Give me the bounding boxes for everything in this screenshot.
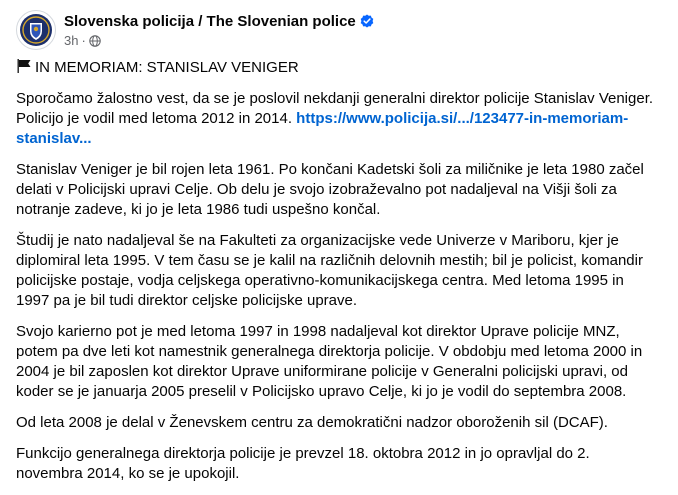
- page-avatar[interactable]: [16, 10, 56, 50]
- page-name-row: [64, 12, 374, 31]
- post-paragraph-1: [16, 89, 656, 149]
- post-title: [16, 58, 656, 80]
- meta-separator: ·: [81, 32, 86, 48]
- globe-icon[interactable]: [89, 35, 101, 47]
- post-body: [16, 58, 656, 495]
- police-badge-icon: [19, 13, 53, 47]
- post-paragraph-4: Svojo karierno pot je med letoma 1997 in 1998 nadaljeval kot direktor Uprave policije MNZ, potem pa dve leti kot namestnik generalnega direktorja policije. V obdobju med letoma 2000 in 2004 je bil zaposlen kot direktor Uprave uniformirane policije v Generalni policijski upravi, od koder se je januarja 2005 preselil v Policijsko upravo Celje, ki jo je vodil do septembra 2008.: [16, 323, 643, 400]
- post-subtitle: [64, 33, 374, 49]
- post-header: [16, 8, 374, 52]
- post-paragraph-2: Stanislav Veniger je bil rojen leta 1961. Po končani Kadetski šoli za miličnike je leta 1980 začel delati v Policijski upravi Celje. Ob delu je svojo izobraževalno pot nadaljeval na Višji šoli za notranje zadeve, ki jo je leta 1986 tudi uspešno končal.: [16, 161, 644, 218]
- post-paragraph-5: Od leta 2008 je delal v Ženevskem centru za demokratični nadzor oboroženih sil (DCAF).: [16, 414, 608, 431]
- post-paragraph-6: Funkcijo generalnega direktorja policije je prevzel 18. oktobra 2012 in jo opravljal do 2. novembra 2014, ko se je upokojil.: [16, 445, 590, 482]
- black-flag-icon: [16, 58, 32, 80]
- post-paragraph-1-text: Sporočamo žalostno vest, da se je poslovil nekdanji generalni direktor policije Stanislav Veniger. Policijo je vodil med letoma 2012 in 2014.: [16, 90, 654, 127]
- post-title-text: IN MEMORIAM: STANISLAV VENIGER: [35, 59, 299, 76]
- article-link[interactable]: https://www.policija.si/.../123477-in-memoriam-stanislav...: [16, 110, 629, 147]
- post-paragraph-3: Študij je nato nadaljeval še na Fakulteti za organizacijske vede Univerze v Mariboru, kjer je diplomiral leta 1995. V tem času se je kalil na različnih delovnih mestih; bil je policist, komandir policijske postaje, vodja celjskega operativno-komunikacijskega centra. Med letoma 1995 in 1997 pa je bil tudi direktor celjske policijske uprave.: [16, 232, 643, 309]
- verified-badge-icon: [360, 14, 374, 28]
- page-name-link[interactable]: Slovenska policija / The Slovenian police: [64, 12, 356, 30]
- post-meta: [64, 12, 374, 49]
- post-timestamp[interactable]: 3h: [64, 32, 79, 48]
